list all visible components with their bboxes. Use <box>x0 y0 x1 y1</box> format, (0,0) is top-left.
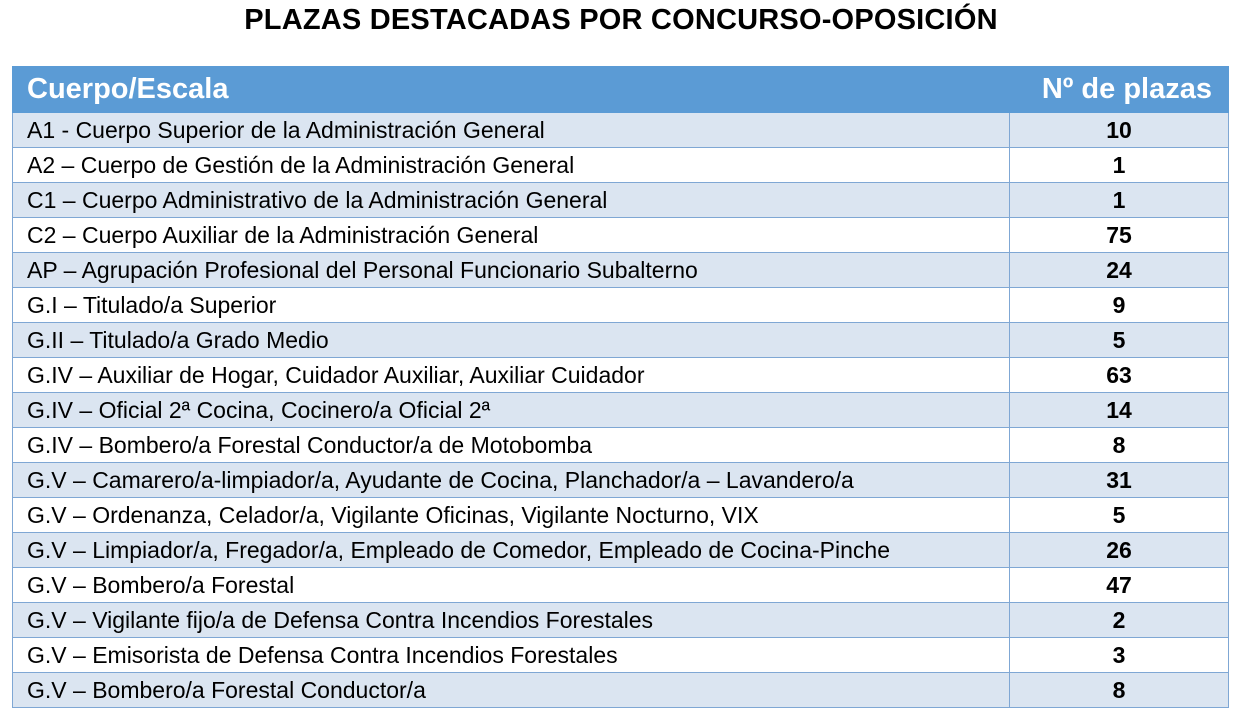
num-plazas-cell: 31 <box>1010 463 1229 498</box>
num-plazas-cell: 75 <box>1010 218 1229 253</box>
cuerpo-escala-cell: G.V – Limpiador/a, Fregador/a, Empleado de Comedor, Empleado de Cocina-Pinche <box>13 533 1010 568</box>
table-row <box>13 148 1229 183</box>
num-plazas-cell: 24 <box>1010 253 1229 288</box>
num-plazas-cell: 26 <box>1010 533 1229 568</box>
cuerpo-escala-cell: G.V – Bombero/a Forestal <box>13 568 1010 603</box>
table-row <box>13 428 1229 463</box>
cuerpo-escala-cell: G.IV – Oficial 2ª Cocina, Cocinero/a Oficial 2ª <box>13 393 1010 428</box>
table-row <box>13 533 1229 568</box>
page-title: PLAZAS DESTACADAS POR CONCURSO-OPOSICIÓN <box>244 4 998 36</box>
table-header-row <box>13 67 1229 113</box>
table-row <box>13 603 1229 638</box>
table-row <box>13 498 1229 533</box>
num-plazas-cell: 63 <box>1010 358 1229 393</box>
num-plazas-cell: 47 <box>1010 568 1229 603</box>
table-row <box>13 568 1229 603</box>
cuerpo-escala-cell: G.V – Bombero/a Forestal Conductor/a <box>13 673 1010 708</box>
column-header-cuerpo-escala: Cuerpo/Escala <box>13 67 1010 113</box>
cuerpo-escala-cell: G.V – Emisorista de Defensa Contra Incendios Forestales <box>13 638 1010 673</box>
table-row <box>13 218 1229 253</box>
cuerpo-escala-cell: G.V – Vigilante fijo/a de Defensa Contra Incendios Forestales <box>13 603 1010 638</box>
num-plazas-cell: 5 <box>1010 498 1229 533</box>
table-row <box>13 393 1229 428</box>
num-plazas-cell: 8 <box>1010 673 1229 708</box>
num-plazas-cell: 1 <box>1010 183 1229 218</box>
table-row <box>13 113 1229 148</box>
table-body <box>13 113 1229 708</box>
cuerpo-escala-cell: G.V – Camarero/a-limpiador/a, Ayudante de Cocina, Planchador/a – Lavandero/a <box>13 463 1010 498</box>
num-plazas-cell: 3 <box>1010 638 1229 673</box>
num-plazas-cell: 1 <box>1010 148 1229 183</box>
table-row <box>13 183 1229 218</box>
num-plazas-cell: 9 <box>1010 288 1229 323</box>
cuerpo-escala-cell: A2 – Cuerpo de Gestión de la Administración General <box>13 148 1010 183</box>
table-row <box>13 323 1229 358</box>
num-plazas-cell: 8 <box>1010 428 1229 463</box>
cuerpo-escala-cell: G.IV – Auxiliar de Hogar, Cuidador Auxiliar, Auxiliar Cuidador <box>13 358 1010 393</box>
num-plazas-cell: 5 <box>1010 323 1229 358</box>
column-header-num-plazas: Nº de plazas <box>1010 67 1229 113</box>
cuerpo-escala-cell: G.V – Ordenanza, Celador/a, Vigilante Oficinas, Vigilante Nocturno, VIX <box>13 498 1010 533</box>
cuerpo-escala-cell: G.II – Titulado/a Grado Medio <box>13 323 1010 358</box>
cuerpo-escala-cell: G.I – Titulado/a Superior <box>13 288 1010 323</box>
table-row <box>13 673 1229 708</box>
table-row <box>13 288 1229 323</box>
cuerpo-escala-cell: AP – Agrupación Profesional del Personal Funcionario Subalterno <box>13 253 1010 288</box>
table-row <box>13 253 1229 288</box>
cuerpo-escala-cell: A1 - Cuerpo Superior de la Administración General <box>13 113 1010 148</box>
cuerpo-escala-cell: G.IV – Bombero/a Forestal Conductor/a de Motobomba <box>13 428 1010 463</box>
num-plazas-cell: 14 <box>1010 393 1229 428</box>
plazas-table <box>12 66 1229 708</box>
cuerpo-escala-cell: C2 – Cuerpo Auxiliar de la Administración General <box>13 218 1010 253</box>
table-row <box>13 463 1229 498</box>
num-plazas-cell: 10 <box>1010 113 1229 148</box>
table-row <box>13 358 1229 393</box>
num-plazas-cell: 2 <box>1010 603 1229 638</box>
cuerpo-escala-cell: C1 – Cuerpo Administrativo de la Administración General <box>13 183 1010 218</box>
table-row <box>13 638 1229 673</box>
